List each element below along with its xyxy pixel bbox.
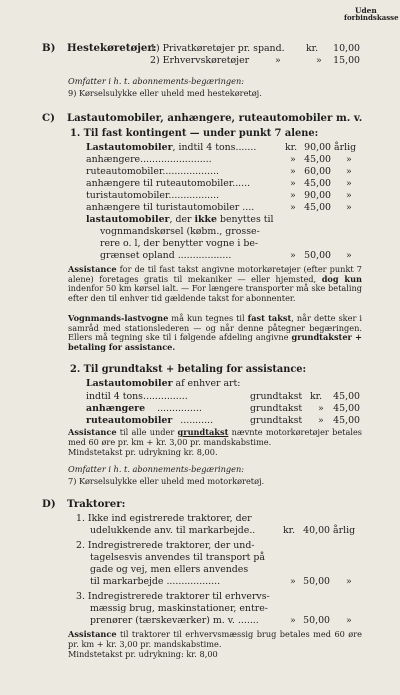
d-item3-ditto-2: » xyxy=(346,615,352,626)
c-row7-ikke: ikke xyxy=(194,214,217,225)
c-assistance2-grundtakst: grundtakst xyxy=(177,427,229,437)
c-grund3-ditto: » xyxy=(318,415,324,426)
d-item1-amount: 40,00 xyxy=(303,525,330,536)
c-row6-ditto-2: » xyxy=(346,202,352,213)
c-assistance-lead: Assistance xyxy=(68,264,117,274)
c-row1-label xyxy=(86,142,256,154)
section-c-title: Lastautomobiler, anhængere, ruteautomobiler m. v. xyxy=(67,112,363,124)
c-grund1-label: indtil 4 tons............... xyxy=(86,391,188,402)
c-grund3-label-row xyxy=(86,415,213,427)
d-item1-kr: kr. xyxy=(283,525,296,536)
c-row7-ditto-2: » xyxy=(346,250,352,261)
section-b-row2-amount: 15,00 xyxy=(333,55,360,66)
d-item3-line3: prenører (tærskeværker) m. v. ....... xyxy=(90,615,259,626)
section-b-row1-kr: kr. xyxy=(306,43,319,54)
c-row7-label-end: benyttes til xyxy=(217,214,274,225)
d-item3-amount: 50,00 xyxy=(303,615,330,626)
c-row7-line4: grænset opland .................. xyxy=(100,250,232,261)
c-assistance-text2: indenfor 50 km kørsel ialt. — For længere transporter må ske betaling efter den til enhver tid gældende takst for abonnenter. xyxy=(68,283,362,303)
section-d-letter: D) xyxy=(42,498,56,510)
d-assistance-paragraph xyxy=(68,630,362,649)
d-assistance-min: Mindstetakst pr. udrykning: kr. 8,00 xyxy=(68,649,218,659)
section-b-title: Hestekøretøjer: xyxy=(67,42,157,54)
c-row2-amount: 45,00 xyxy=(304,154,331,165)
c-grund1-kr: kr. xyxy=(310,391,323,402)
section-b-row2-text: 2) Erhvervskøretøjer xyxy=(150,55,250,66)
c-row7-line1 xyxy=(86,214,274,226)
c-row3-ditto-1: » xyxy=(290,166,296,177)
section-b-row2-ditto-1: » xyxy=(275,55,281,66)
d-item1-line2: udelukkende anv. til markarbejde.. xyxy=(90,525,256,536)
c-assistance2-text2: nævnte motorkøretøjer betales med 60 øre pr. km + kr. 3,00 pr. mandskabstime. xyxy=(68,427,362,447)
c-assistance2-min: Mindstetakst pr. udrykning kr. 8,00. xyxy=(68,447,218,457)
c-row1-kr: kr. xyxy=(285,142,298,153)
section-b-omfatter: Omfatter i h. t. abonnements-begæringen: xyxy=(68,76,245,86)
c-row4-amount: 45,00 xyxy=(304,178,331,189)
c-row4-ditto-2: » xyxy=(346,178,352,189)
c-row7-label-mid: , der xyxy=(169,214,195,225)
section-b-letter: B) xyxy=(42,42,56,54)
section-c-letter: C) xyxy=(42,112,55,124)
c-row5-label: turistautomobiler................. xyxy=(86,190,220,201)
c-row6-ditto-1: » xyxy=(290,202,296,213)
d-item2-line2: tagelsesvis anvendes til transport på xyxy=(90,552,265,563)
c-assistance-paragraph xyxy=(68,265,362,303)
c-row1-amount: 90,00 xyxy=(304,142,331,153)
d-item3-line2: mæssig brug, maskinstationer, entre- xyxy=(90,603,268,614)
c-assistance2-lead: Assistance xyxy=(68,427,117,437)
d-assistance-text: til traktorer til erhvervsmæssig brug betales med 60 øre pr. km + kr. 3,00 pr. mandskabstime. xyxy=(68,629,362,649)
c-row1-label-bold: Lastautomobiler xyxy=(86,142,173,153)
c-row4-ditto-1: » xyxy=(290,178,296,189)
section-b-row2-ditto-2: » xyxy=(316,55,322,66)
c-assistance2-paragraph xyxy=(68,428,362,447)
c-grund2-ditto: » xyxy=(318,403,324,414)
c-grund-head-bold: Lastautomobiler xyxy=(86,378,173,389)
d-assistance-lead: Assistance xyxy=(68,629,117,639)
c-grund1-word: grundtakst xyxy=(250,391,303,402)
c-grund1-amount: 45,00 xyxy=(333,391,360,402)
c-row3-amount: 60,00 xyxy=(304,166,331,177)
c-grund2-amount: 45,00 xyxy=(333,403,360,414)
d-item3-ditto-1: » xyxy=(290,615,296,626)
c-vognmand-text2: , når dette sker i samråd med stationslederen — og når denne påtegner begæringen. Ellers må tegning ske til i følgende afdeling angivne xyxy=(68,313,362,343)
section-b-row1-text: 1) Privatkøretøjer pr. spand. xyxy=(150,43,285,54)
c-vognmand-fast-takst: fast takst xyxy=(247,313,292,323)
section-b-row1-amount: 10,00 xyxy=(333,43,360,54)
c-vognmand-paragraph xyxy=(68,314,362,352)
section-b-note: 9) Kørselsulykke eller uheld med hestekøretøj. xyxy=(68,88,262,98)
c-grund2-label-row xyxy=(86,403,202,415)
c-row2-ditto-2: » xyxy=(346,154,352,165)
c-vognmand-text1: må kun tegnes til xyxy=(168,313,248,323)
c-row4-label: anhængere til ruteautomobiler...... xyxy=(86,178,251,189)
c-row5-amount: 90,00 xyxy=(304,190,331,201)
c-row7-ditto-1: » xyxy=(290,250,296,261)
c-row7-label-bold: lastautomobiler xyxy=(86,214,170,225)
d-item2-ditto-1: » xyxy=(290,576,296,587)
c-grund2-label: anhængere xyxy=(86,403,146,414)
c-vognmand-lead: Vognmands-lastvogne xyxy=(68,313,169,323)
d-item2-line4: til markarbejde .................. xyxy=(90,576,221,587)
c-row2-ditto-1: » xyxy=(290,154,296,165)
section-c-sub2: 2. Til grundtakst + betaling for assistance: xyxy=(70,364,307,375)
c-row7-line3: rere o. l, der benytter vogne i be- xyxy=(100,238,259,249)
d-item2-line3: gade og vej, men ellers anvendes xyxy=(90,564,249,575)
c-grund3-label: ruteautomobiler xyxy=(86,415,173,426)
c-grund-head-rest: af enhver art: xyxy=(172,378,241,389)
c-row5-ditto-2: » xyxy=(346,190,352,201)
c-row6-label: anhængere til turistautomobiler .... xyxy=(86,202,255,213)
d-item3-line1: 3. Indregistrerede traktorer til erhvervs- xyxy=(76,591,270,602)
section-c-sub1: 1. Til fast kontingent — under punkt 7 alene: xyxy=(70,128,319,139)
c-grund3-word: grundtakst xyxy=(250,415,303,426)
c-grund-head xyxy=(86,378,240,390)
c-vognmand-grundtakster: grundtakster + betaling for assistance. xyxy=(68,332,362,352)
c-row3-label: ruteautomobiler................... xyxy=(86,166,220,177)
c-row7-amount: 50,00 xyxy=(304,250,331,261)
c-row6-amount: 45,00 xyxy=(304,202,331,213)
c-row3-ditto-2: » xyxy=(346,166,352,177)
section-d-title: Traktorer: xyxy=(67,498,126,510)
section-c-omfatter: Omfatter i h. t. abonnements-begæringen: xyxy=(68,464,245,474)
header-uden: Uden xyxy=(355,6,377,15)
d-item1-line1: 1. Ikke ind egistrerede traktorer, der xyxy=(76,513,252,524)
c-row5-ditto-1: » xyxy=(290,190,296,201)
d-item1-unit: årlig xyxy=(333,525,356,536)
c-row2-label: anhængere........................ xyxy=(86,154,212,165)
d-item2-amount: 50,00 xyxy=(303,576,330,587)
c-row1-unit: årlig xyxy=(334,142,357,153)
c-assistance-text1: for de til fast takst angivne motorkøretøjer (efter punkt 7 alene) foretages gratis til mekaniker — eller hjemsted, xyxy=(68,264,362,284)
c-grund2-word: grundtakst xyxy=(250,403,303,414)
section-c-note: 7) Kørselsulykke eller uheld med motorkøretøj. xyxy=(68,476,265,486)
d-item2-line1: 2. Indregistrerede traktorer, der und- xyxy=(76,540,255,551)
d-item2-ditto-2: » xyxy=(346,576,352,587)
c-assistance-dog-kun: dog kun xyxy=(321,273,363,284)
c-row1-label-rest: , indtil 4 tons....... xyxy=(172,142,257,153)
c-assistance2-text1: til alle under xyxy=(116,427,178,437)
c-row7-line2: vognmandskørsel (købm., grosse- xyxy=(100,226,260,237)
c-grund3-dots: ........... xyxy=(180,415,214,426)
c-grund3-amount: 45,00 xyxy=(333,415,360,426)
c-grund2-dots: ............... xyxy=(157,403,202,414)
header-forbindskasse: forbindskasse xyxy=(344,13,399,22)
